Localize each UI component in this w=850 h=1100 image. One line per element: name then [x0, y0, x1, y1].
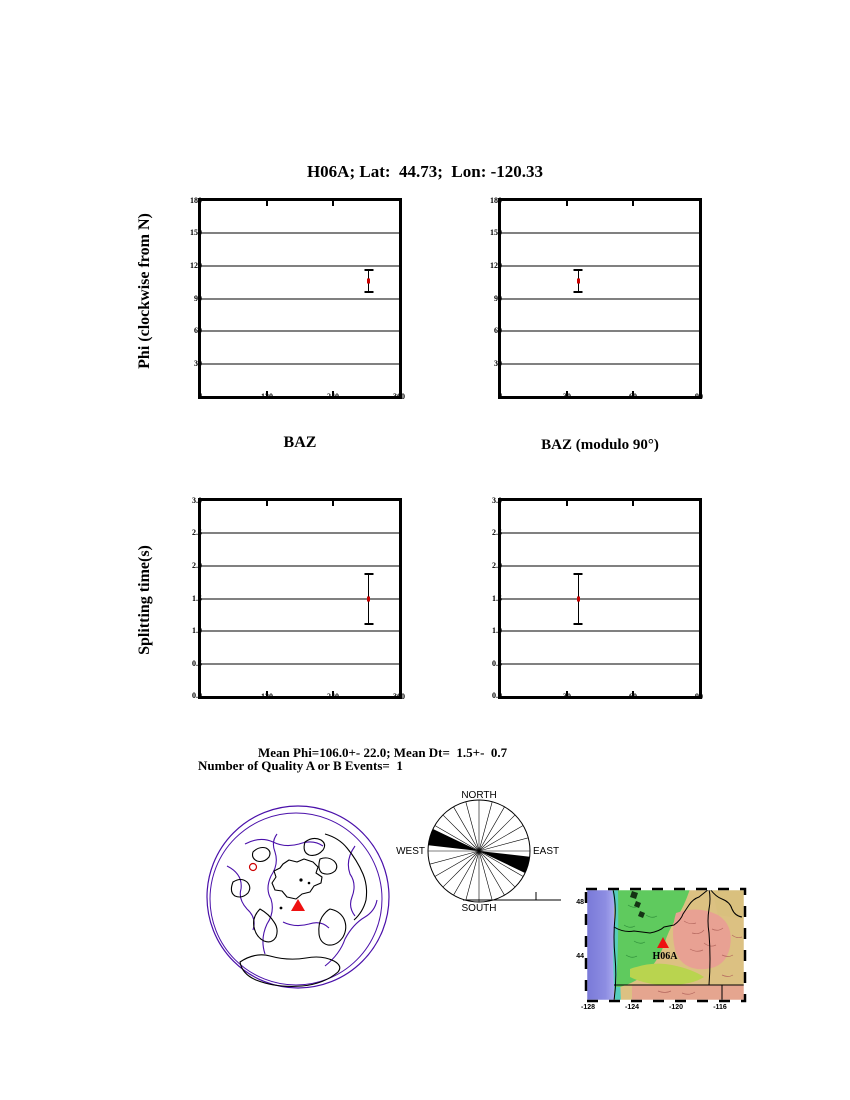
measurement-error-bar	[364, 573, 373, 625]
fast-axis-rose-diagram	[395, 788, 573, 914]
y-tick-label: 0.0	[492, 691, 502, 700]
map-lon-120: -120	[668, 1004, 684, 1011]
baz-mod90-axis-label: BAZ (modulo 90°)	[541, 437, 659, 453]
gridline	[201, 330, 399, 331]
y-tick-label: 0.5	[492, 658, 502, 668]
rose-fast-direction-wedge	[479, 851, 530, 873]
x-tick-label: 360	[393, 392, 405, 401]
y-tick-label: 120	[190, 260, 202, 270]
y-tick-label: 1.5	[192, 593, 202, 603]
gridline	[501, 363, 699, 364]
y-tick-label: 60	[194, 325, 202, 335]
y-tick-label: 0	[498, 391, 502, 400]
y-tick-label: 90	[194, 293, 202, 303]
x-tick-label: 360	[393, 692, 405, 701]
y-tick-label: 60	[494, 325, 502, 335]
measurement-marker	[577, 279, 580, 284]
measurement-error-bar	[364, 269, 373, 293]
x-tick	[566, 201, 568, 206]
rose-east-label: EAST	[533, 846, 560, 857]
rose-spoke	[479, 802, 492, 851]
x-tick	[332, 201, 334, 206]
rose-spoke	[479, 838, 528, 851]
x-tick-label: 120	[260, 392, 273, 401]
measurement-marker	[367, 279, 370, 284]
gridline	[201, 630, 399, 631]
x-tick-label: 30	[562, 392, 571, 401]
x-tick	[266, 201, 268, 206]
x-tick	[632, 201, 634, 206]
y-tick-label: 3.0	[192, 496, 202, 505]
x-tick-label: 240	[326, 392, 339, 401]
x-tick-label: 60	[628, 692, 637, 701]
island-dot	[280, 907, 283, 910]
map-ocean	[586, 889, 614, 1001]
x-tick-label: 30	[562, 692, 571, 701]
phi-vs-baz-plot	[190, 196, 405, 401]
mean-result-text: Mean Phi=106.0+- 22.0; Mean Dt= 1.5+- 0.7	[258, 745, 508, 760]
y-tick-label: 90	[494, 293, 502, 303]
gridline	[201, 233, 399, 234]
lake-dot	[308, 882, 311, 885]
map-lat-48: 48	[576, 899, 584, 906]
y-tick-label: 120	[490, 260, 502, 270]
x-tick	[332, 501, 334, 506]
y-tick-label: 0	[198, 391, 202, 400]
gridline	[501, 630, 699, 631]
x-tick-label: 90	[695, 692, 703, 701]
y-tick-label: 2.5	[192, 528, 202, 538]
map-lon-128: -128	[580, 1004, 596, 1011]
measurement-error-bar	[574, 573, 583, 625]
gridline	[201, 265, 399, 266]
phi-vs-baz-mod90-plot	[490, 196, 703, 401]
lake-dot	[299, 878, 302, 881]
phi-axis-label: Phi (clockwise from N)	[136, 213, 153, 369]
x-tick-label: 90	[695, 392, 703, 401]
map-pink-south	[632, 985, 745, 1001]
gridline	[501, 565, 699, 566]
gridline	[201, 533, 399, 534]
y-tick-label: 1.0	[492, 625, 502, 635]
globe-projection	[205, 804, 391, 990]
rose-south-label: SOUTH	[461, 903, 497, 914]
gridline	[201, 663, 399, 664]
map-lon-116: -116	[713, 1004, 727, 1011]
dt-axis-label: Splitting time(s)	[136, 545, 153, 655]
gridline	[201, 363, 399, 364]
y-tick-label: 2.0	[492, 560, 502, 570]
y-tick-label: 1.0	[192, 625, 202, 635]
measurement-marker	[367, 596, 370, 601]
y-tick-label: 150	[490, 228, 502, 238]
y-tick-label: 150	[190, 228, 202, 238]
x-tick-label: 120	[260, 692, 273, 701]
event-count-text: Number of Quality A or B Events= 1	[198, 758, 403, 773]
map-lon-124: -124	[624, 1004, 640, 1011]
rose-spoke	[479, 851, 492, 900]
y-tick-label: 180	[490, 196, 502, 205]
gridline	[201, 565, 399, 566]
rose-north-label: NORTH	[461, 790, 497, 801]
measurement-marker	[577, 596, 580, 601]
gridline	[501, 265, 699, 266]
dt-vs-baz-plot	[192, 496, 405, 701]
station-location-map	[572, 885, 752, 1013]
y-tick-label: 180	[190, 196, 202, 205]
map-lat-44: 44	[576, 953, 584, 960]
x-tick	[266, 501, 268, 506]
gridline	[501, 598, 699, 599]
y-tick-label: 0.0	[192, 691, 202, 700]
rose-west-label: WEST	[396, 846, 425, 857]
event-marker	[250, 864, 257, 871]
rose-spoke	[466, 851, 479, 900]
baz-axis-label: BAZ	[283, 434, 317, 451]
station-marker	[291, 899, 305, 911]
gridline	[501, 298, 699, 299]
page-title: H06A; Lat: 44.73; Lon: -120.33	[306, 162, 544, 181]
x-tick-label: 240	[326, 692, 339, 701]
gridline	[201, 298, 399, 299]
gridline	[501, 233, 699, 234]
rose-spoke	[466, 802, 479, 851]
gridline	[501, 663, 699, 664]
map-pink-highland	[673, 909, 731, 969]
map-station-label: H06A	[652, 951, 678, 962]
x-tick	[566, 501, 568, 506]
y-tick-label: 0.5	[192, 658, 202, 668]
x-tick-label: 60	[628, 392, 637, 401]
y-tick-label: 30	[494, 358, 502, 368]
rose-scale-bar	[463, 892, 561, 900]
y-tick-label: 3.0	[492, 496, 502, 505]
y-tick-label: 30	[194, 358, 202, 368]
gridline	[501, 533, 699, 534]
rose-fast-direction-wedge	[428, 829, 479, 851]
x-tick	[632, 501, 634, 506]
gridline	[501, 330, 699, 331]
measurement-error-bar	[574, 269, 583, 293]
y-tick-label: 2.5	[492, 528, 502, 538]
rose-spoke	[430, 851, 479, 864]
dt-vs-baz-mod90-plot	[492, 496, 703, 701]
y-tick-label: 1.5	[492, 593, 502, 603]
y-tick-label: 2.0	[192, 560, 202, 570]
